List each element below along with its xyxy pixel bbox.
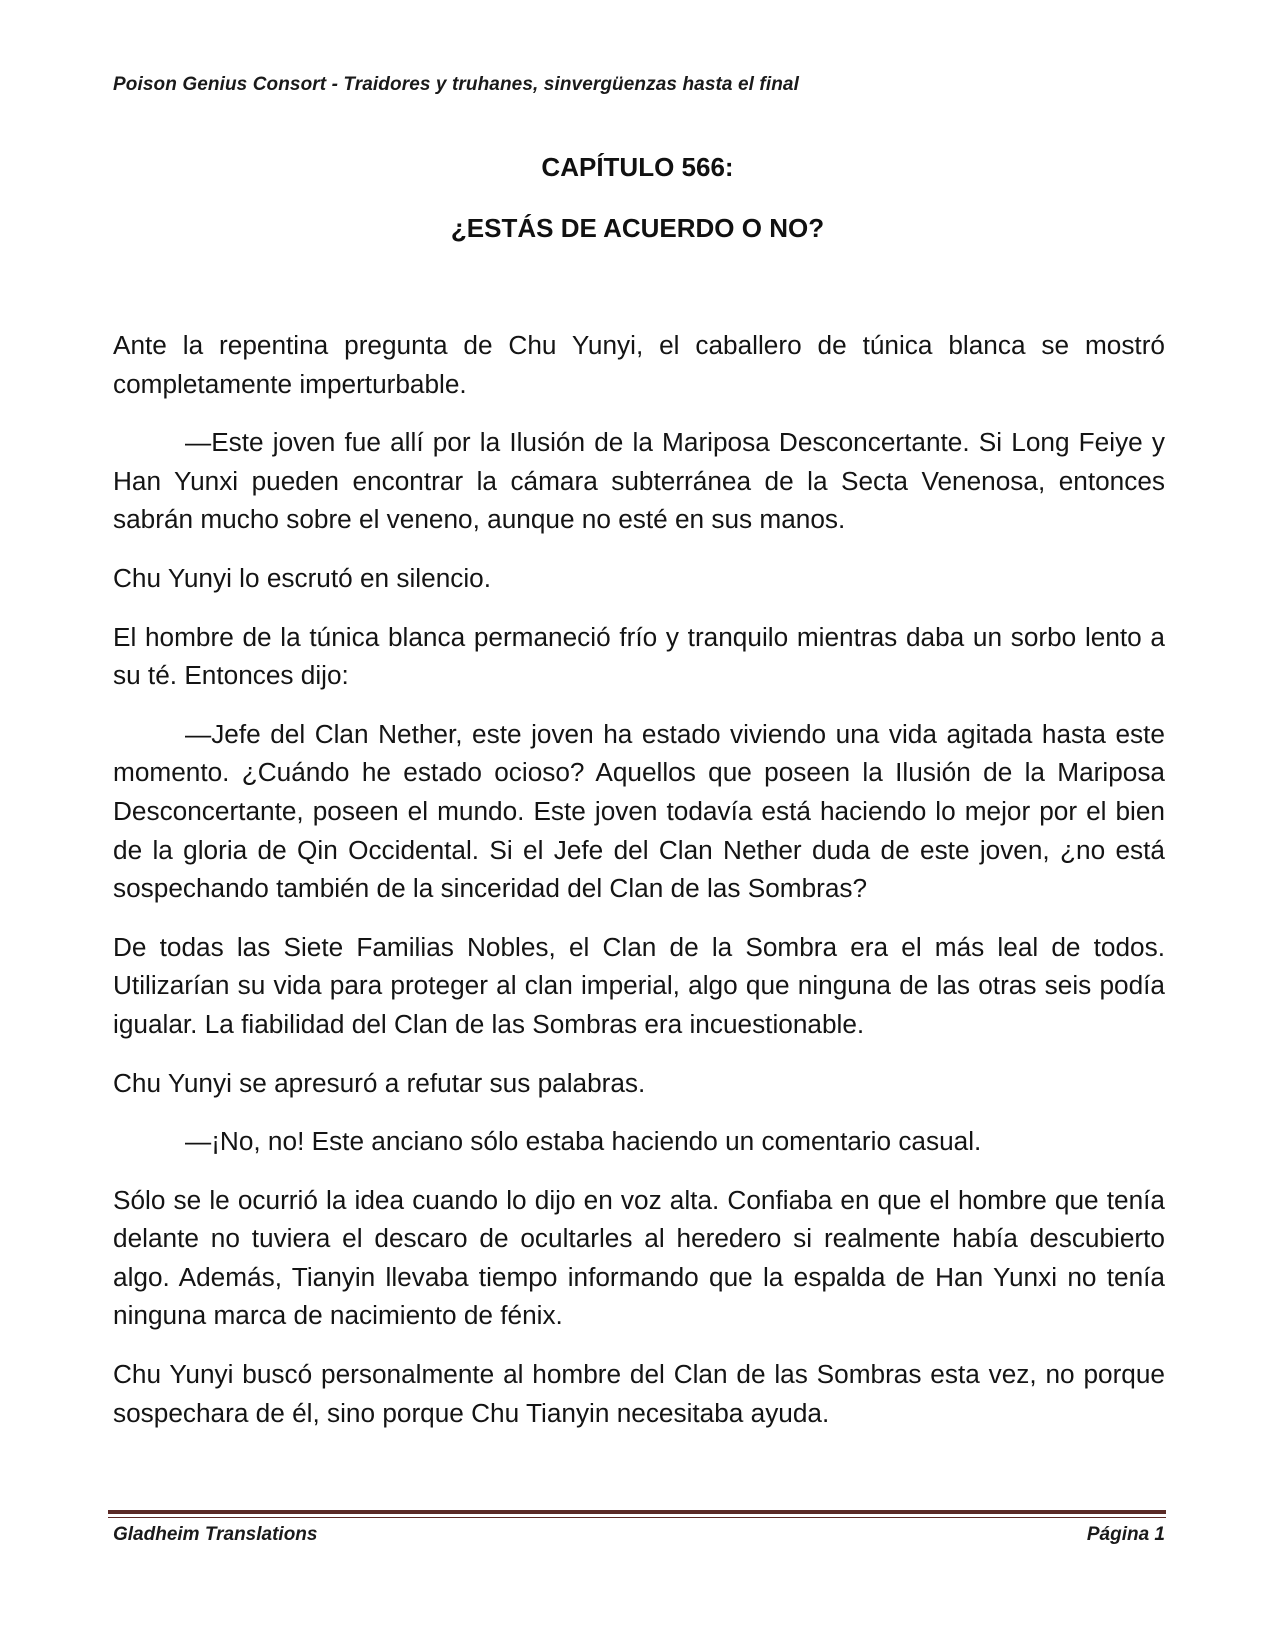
chapter-title: ¿ESTÁS DE ACUERDO O NO? (450, 213, 825, 243)
paragraph: De todas las Siete Familias Nobles, el Clan de la Sombra era el más leal de todos. Utilizarían su vida para proteger al clan imperial, algo que ninguna de las otras seis podía igualar. La fiabilidad del Clan de las Sombras era incuestionable. (113, 931, 1165, 1039)
dialogue-paragraph: —Jefe del Clan Nether, este joven ha estado viviendo una vida agitada hasta este momento. ¿Cuándo he estado ocioso? Aquellos que poseen la Ilusión de la Mariposa Desconcertante, poseen el mundo. Este joven todavía está haciendo lo mejor por el bien de la gloria de Qin Occidental. Si el Jefe del Clan Nether duda de este joven, ¿no está sospechando también de la sinceridad del Clan de las Sombras? (113, 718, 1165, 904)
paragraph: Chu Yunyi buscó personalmente al hombre del Clan de las Sombras esta vez, no porque sospechara de él, sino porque Chu Tianyin necesitaba ayuda. (113, 1359, 1165, 1428)
footer-divider-thin (108, 1517, 1166, 1518)
paragraph: Chu Yunyi se apresuró a refutar sus palabras. (113, 1067, 646, 1098)
page-number: Página 1 (1086, 1524, 1165, 1545)
footer-translator: Gladheim Translations (113, 1524, 318, 1545)
paragraph: Sólo se le ocurrió la idea cuando lo dijo en voz alta. Confiaba en que el hombre que tenía delante no tuviera el descaro de ocultarles al heredero si realmente había descubierto algo. Además, Tianyin llevaba tiempo informando que la espalda de Han Yunxi no tenía ninguna marca de nacimiento de fénix. (113, 1184, 1165, 1331)
chapter-body (113, 326, 1165, 1452)
dialogue-paragraph: —Este joven fue allí por la Ilusión de la Mariposa Desconcertante. Si Long Feiye y Han Yunxi pueden encontrar la cámara subterránea de la Secta Venenosa, entonces sabrán mucho sobre el veneno, aunque no esté en sus manos. (113, 427, 1165, 535)
running-header: Poison Genius Consort - Traidores y truhanes, sinvergüenzas hasta el final (113, 74, 799, 95)
paragraph: Chu Yunyi lo escrutó en silencio. (113, 562, 492, 593)
paragraph: El hombre de la túnica blanca permaneció frío y tranquilo mientras daba un sorbo lento a su té. Entonces dijo: (113, 621, 1165, 691)
chapter-number: CAPÍTULO 566: (541, 152, 734, 182)
footer-divider (108, 1510, 1166, 1514)
dialogue-paragraph: —¡No, no! Este anciano sólo estaba haciendo un comentario casual. (185, 1126, 982, 1157)
paragraph: Ante la repentina pregunta de Chu Yunyi, el caballero de túnica blanca se mostró completamente imperturbable. (113, 330, 1165, 399)
